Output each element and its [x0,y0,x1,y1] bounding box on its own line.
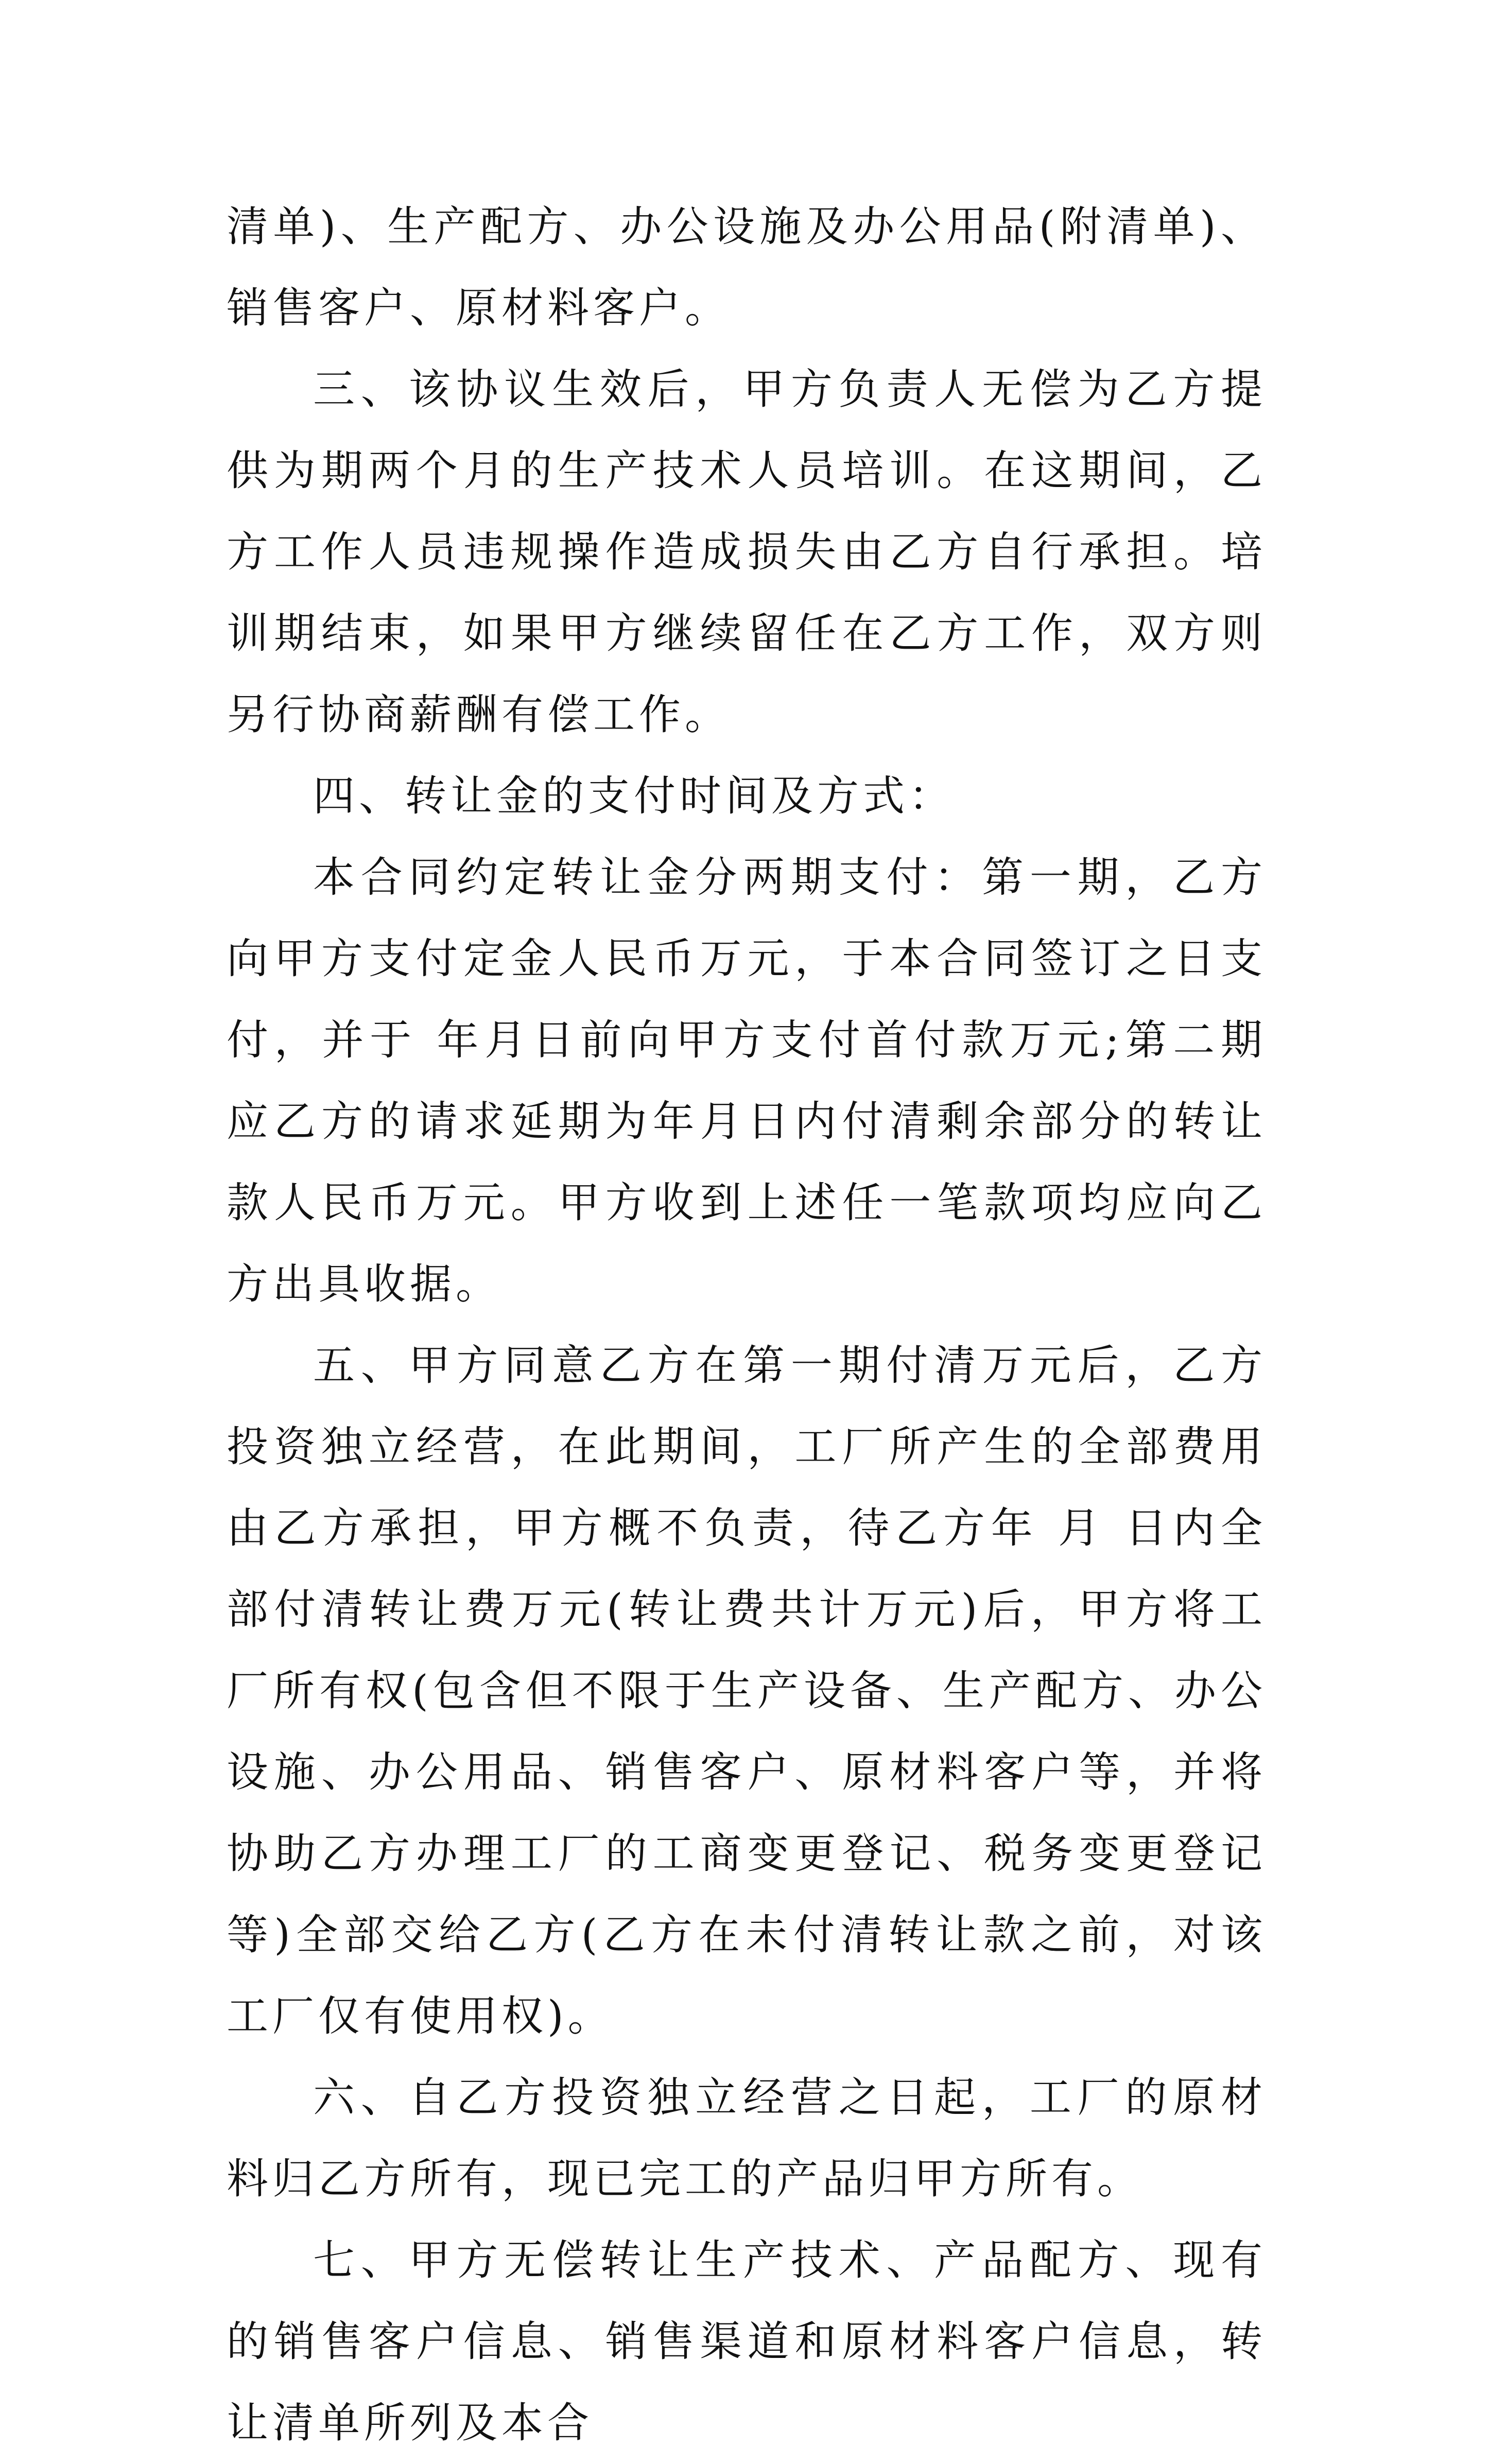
paragraph-payment-terms: 本合同约定转让金分两期支付：第一期，乙方向甲方支付定金人民币万元，于本合同签订之日支付，并于 年月日前向甲方支付首付款万元;第二期应乙方的请求延期为年月日内付清剩余部分的转让款人民币万元。甲方收到上述任一笔款项均应向乙方出具收据。 [227,854,1267,1309]
paragraph-clause-7: 七、甲方无偿转让生产技术、产品配方、现有的销售客户信息、销售渠道和原材料客户信息，转让清单所列及本合 [227,2236,1267,2448]
paragraph-clause-3: 三、该协议生效后，甲方负责人无偿为乙方提供为期两个月的生产技术人员培训。在这期间，乙方工作人员违规操作造成损失由乙方自行承担。培训期结束，如果甲方继续留任在乙方工作，双方则另行协商薪酬有偿工作。 [227,366,1267,739]
paragraph-continuation: 清单)、生产配方、办公设施及办公用品(附清单)、销售客户、原材料客户。 [227,203,1267,333]
document-body [227,186,1267,2464]
paragraph-clause-5: 五、甲方同意乙方在第一期付清万元后，乙方投资独立经营，在此期间，工厂所产生的全部费用由乙方承担，甲方概不负责，待乙方年 月 日内全部付清转让费万元(转让费共计万元)后，甲方将工厂所有权(包含但不限于生产设备、生产配方、办公设施、办公用品、销售客户、原材料客户等，并将协助乙方办理工厂的工商变更登记、税务变更登记等)全部交给乙方(乙方在未付清转让款之前，对该工厂仅有使用权)。 [227,1342,1267,2041]
paragraph-clause-4-heading: 四、转让金的支付时间及方式： [313,772,955,821]
paragraph-clause-6: 六、自乙方投资独立经营之日起，工厂的原材料归乙方所有，现已完工的产品归甲方所有。 [227,2074,1267,2203]
